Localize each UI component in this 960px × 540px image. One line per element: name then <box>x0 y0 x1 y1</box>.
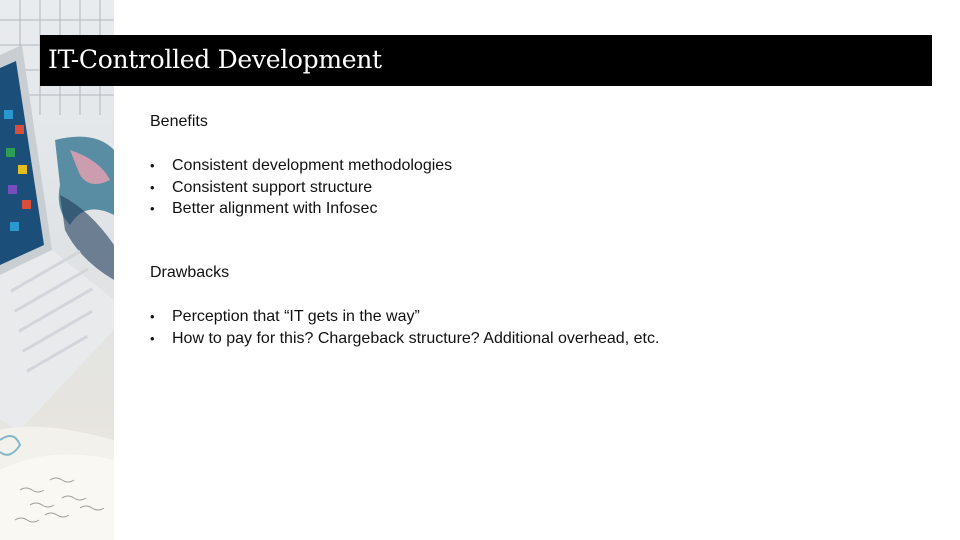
benefit-text: Consistent development methodologies <box>172 157 453 174</box>
bullet-icon: • <box>150 201 155 216</box>
benefits-list <box>150 155 452 220</box>
benefit-text: Better alignment with Infosec <box>172 200 378 217</box>
bullet-icon: • <box>150 179 155 195</box>
list-item <box>150 328 659 350</box>
bullet-icon: • <box>150 330 155 346</box>
list-item <box>150 177 452 199</box>
drawback-text: How to pay for this? Chargeback structure? Additional overhead, etc. <box>172 329 660 347</box>
list-item <box>150 155 452 177</box>
benefit-text: Consistent support structure <box>172 178 373 196</box>
list-item <box>150 198 452 220</box>
drawback-text: Perception that “IT gets in the way” <box>172 308 420 325</box>
title-bar <box>40 35 932 86</box>
drawbacks-heading: Drawbacks <box>150 264 230 281</box>
bullet-icon: • <box>150 158 155 173</box>
bullet-icon: • <box>150 309 155 324</box>
list-item <box>150 306 659 328</box>
drawbacks-list <box>150 306 659 349</box>
benefits-heading: Benefits <box>150 113 208 130</box>
slide-title: IT-Controlled Development <box>48 45 382 74</box>
